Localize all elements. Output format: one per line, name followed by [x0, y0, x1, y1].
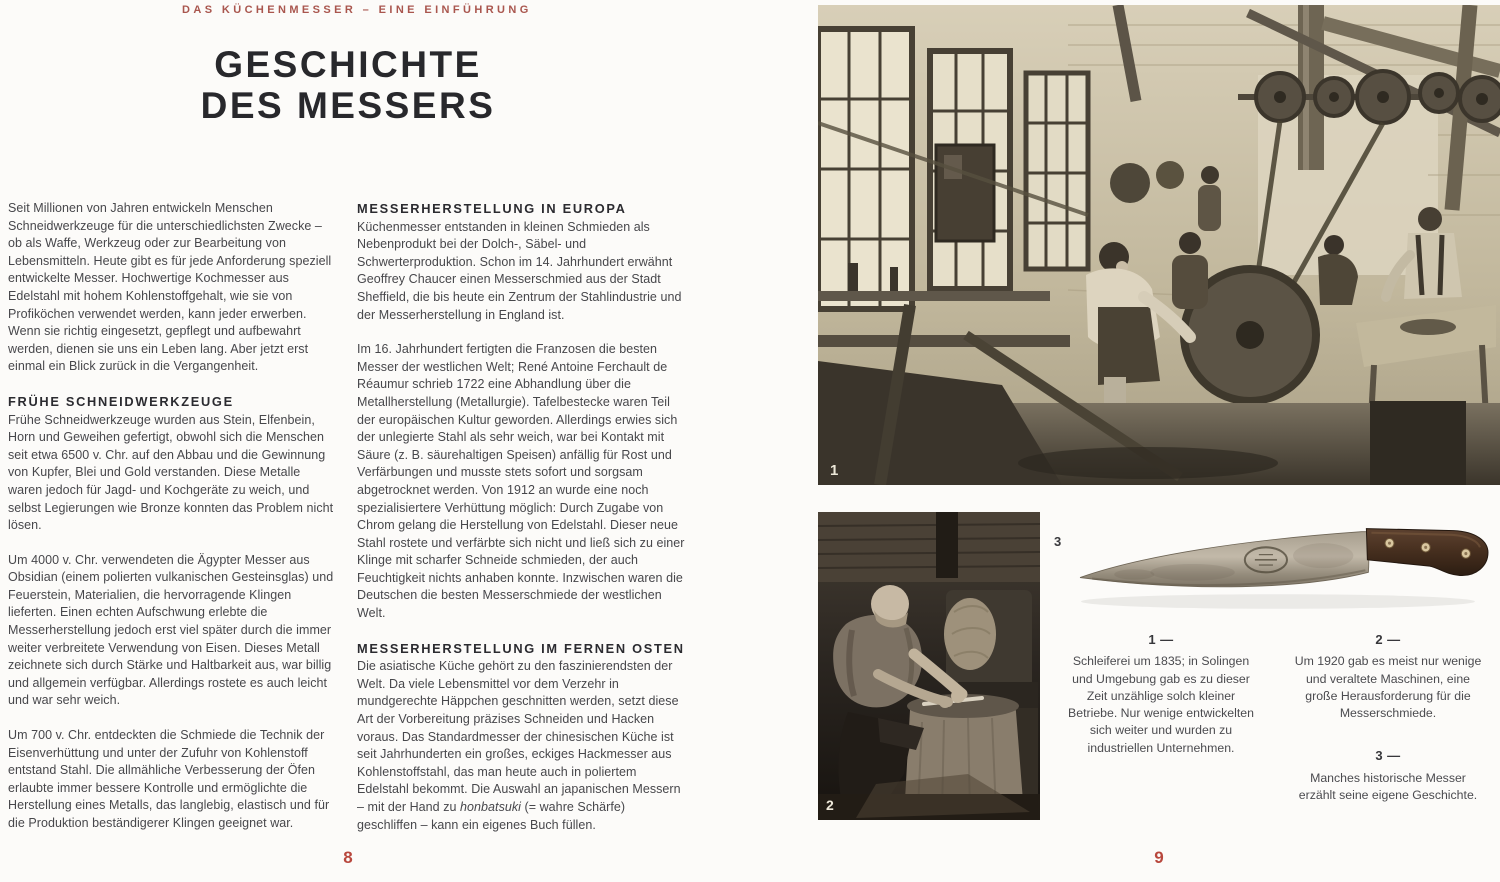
italic-term: honbatsuki: [460, 800, 521, 814]
caption-column-2: [1292, 631, 1484, 804]
paragraph: Die asiatische Küche gehört zu den faszinierendsten der Welt. Da viele Lebensmittel vor dem Verzehr in mundgerechte Häppchen geschnitten werden, setzt diese Art der Vorbereitung präzises Schneiden und Hacken voraus. Das Standardmesser der chinesischen Küche ist seit Jahrhunderten ein großes, eckiges Hackmesser aus Kohlenstoffstahl, das man heute auch in poliertem Edelstahl bekommt. Die Auswahl an japanischen Messern – mit der Hand zu honbatsuki (= wahre Schärfe) geschliffen – kann ein eigenes Buch füllen.: [357, 659, 681, 832]
paragraph: Im 16. Jahrhundert fertigten die Franzosen die besten Messer der westlichen Welt; René Antoine Ferchault de Réaumur schrieb 1722 eine Abhandlung über die Metallherstellung (Metallurgie). Tafelbestecke waren Teil der europäischen Kultur geworden. Allerdings erwies sich der unlegierte Stahl als sehr weich, war bei Kontakt mit Säure (z. B. säurehaltigen Speisen) anfällig für Rost und Verfärbungen und musste stets sofort und sorgsam abgetrocknet werden. Von 1912 an wurde eine noch spezialisiertere Verhüttung möglich: Durch Zugabe von Chrom gelang die Herstellung von Edelstahl. Dieser neue Stahl rostete und verfärbte sich nicht und ließ sich zu einer Klinge mit scharfer Schneide schmieden, der auch Feuchtigkeit nichts anhaben konnte. Inzwischen waren die Deutschen die besten Messerschmiede der westlichen Welt.: [357, 342, 685, 621]
caption-figure-2: [1292, 631, 1484, 722]
caption-2-number: 2 —: [1375, 632, 1401, 647]
caption-figure-3: [1292, 747, 1484, 804]
caption-column-1: [1062, 631, 1260, 757]
photo-grinding-workshop: [818, 5, 1500, 485]
chapter-kicker: DAS KÜCHENMESSER – EINE EINFÜHRUNG: [182, 4, 532, 16]
page-number-9: 9: [1154, 848, 1164, 867]
figure1-number-label: 1: [830, 462, 839, 479]
page-title: [8, 44, 688, 126]
paragraph: Um 4000 v. Chr. verwendeten die Ägypter Messer aus Obsidian (einem polierten vulkanischen Gesteinsglas) und Feuerstein, Materialien, die hervorragende Klingen lieferten. Einen echten Aufschwung erlebte die Messerherstellung jedoch erst viel später durch die immer weiter verbreitete Verwendung von Eisen. Dieses Metall zeichnete sich durch Stärke und Haltbarkeit aus, war billig und allgemein verfügbar. Allerdings rostete es auch leicht und war sehr weich.: [8, 552, 334, 708]
page-title-line2: DES MESSERS: [200, 85, 496, 126]
section-heading-europa: MESSERHERSTELLUNG IN EUROPA: [357, 201, 627, 216]
blacksmith-illustration: [818, 512, 1040, 820]
knife-illustration: [1072, 514, 1494, 614]
paragraph: Um 700 v. Chr. entdeckten die Schmiede die Technik der Eisenverhüttung und unter der Zufuhr von Kohlenstoff entstand Stahl. Die allmähliche Verbesserung der Öfen erlaubte immer bessere Kontrolle und ermöglichte die Herstellung eines Metalls, das langlebig, elastisch und für die Produktion beständigerer Klingen geeignet war.: [8, 728, 330, 830]
workshop-illustration: [818, 5, 1500, 485]
page-number-8: 8: [343, 848, 353, 867]
intro-paragraph: Seit Millionen von Jahren entwickeln Menschen Schneidwerkzeuge für die unterschiedlichsten Zwecke – ob als Waffe, Werkzeug oder zur Bearbeitung von Lebensmitteln. Heute gibt es für jede Anforderung speziell entwickelte Messer. Hochwertige Kochmesser aus Edelstahl mit hohem Kohlenstoffgehalt, wie sie von Profiköchen verwendet werden, kann jeder erwerben. Wenn sie richtig eingesetzt, gepflegt und aufbewahrt werden, dienen sie uns ein Leben lang. Aber jetzt erst einmal ein Blick zurück in die Vergangenheit.: [8, 201, 332, 374]
caption-3-number: 3 —: [1375, 748, 1401, 764]
photo-historic-chef-knife: [1072, 514, 1494, 614]
section-heading-fruehe-schneidwerkzeuge: FRÜHE SCHNEIDWERKZEUGE: [8, 393, 234, 409]
text-column-left: [8, 200, 336, 833]
caption-2-text: Um 1920 gab es meist nur wenige und veraltete Maschinen, eine große Herausforderung für die Messerschmiede.: [1294, 654, 1482, 721]
figure2-number-label: 2: [826, 797, 834, 813]
paragraph: Küchenmesser entstanden in kleinen Schmieden als Nebenprodukt bei der Dolch-, Säbel- und Schwerterproduktion. Schon im 14. Jahrhundert erwähnt Geoffrey Chaucer einen Messerschmied aus der Stadt Sheffield, die bis heute ein Zentrum der Stahlindustrie und der Messerherstellung in England ist.: [357, 219, 682, 322]
caption-1-number: 1 —: [1148, 632, 1174, 647]
page-title-line1: GESCHICHTE: [214, 44, 482, 85]
text-column-middle: [357, 200, 688, 834]
caption-figure-1: [1062, 631, 1260, 757]
section-heading-ferner-osten: MESSERHERSTELLUNG IM FERNEN OSTEN: [357, 640, 685, 656]
caption-1-text: Schleiferei um 1835; in Solingen und Umgebung gab es zu dieser Zeit unzählige solch kleiner Betriebe. Nur wenige entwickelten sich weiter und wurden zu industriellen Unternehmen.: [1068, 654, 1254, 755]
figure3-number-label: 3: [1054, 534, 1062, 549]
photo-blacksmith: [818, 512, 1040, 820]
paragraph: Frühe Schneidwerkzeuge wurden aus Stein, Elfenbein, Horn und Geweihen gefertigt, obwohl sich die Menschen seit etwa 6500 v. Chr. auf den Abbau und die Gewinnung von Kupfer, Blei und Gold verstanden. Diese Metalle waren jedoch für Jagd- und Kochgeräte zu weich, und selbst Legierungen wie Bronze konnten das Problem nicht lösen.: [8, 412, 334, 533]
caption-3-text: Manches historische Messer erzählt seine eigene Geschichte.: [1298, 770, 1478, 803]
